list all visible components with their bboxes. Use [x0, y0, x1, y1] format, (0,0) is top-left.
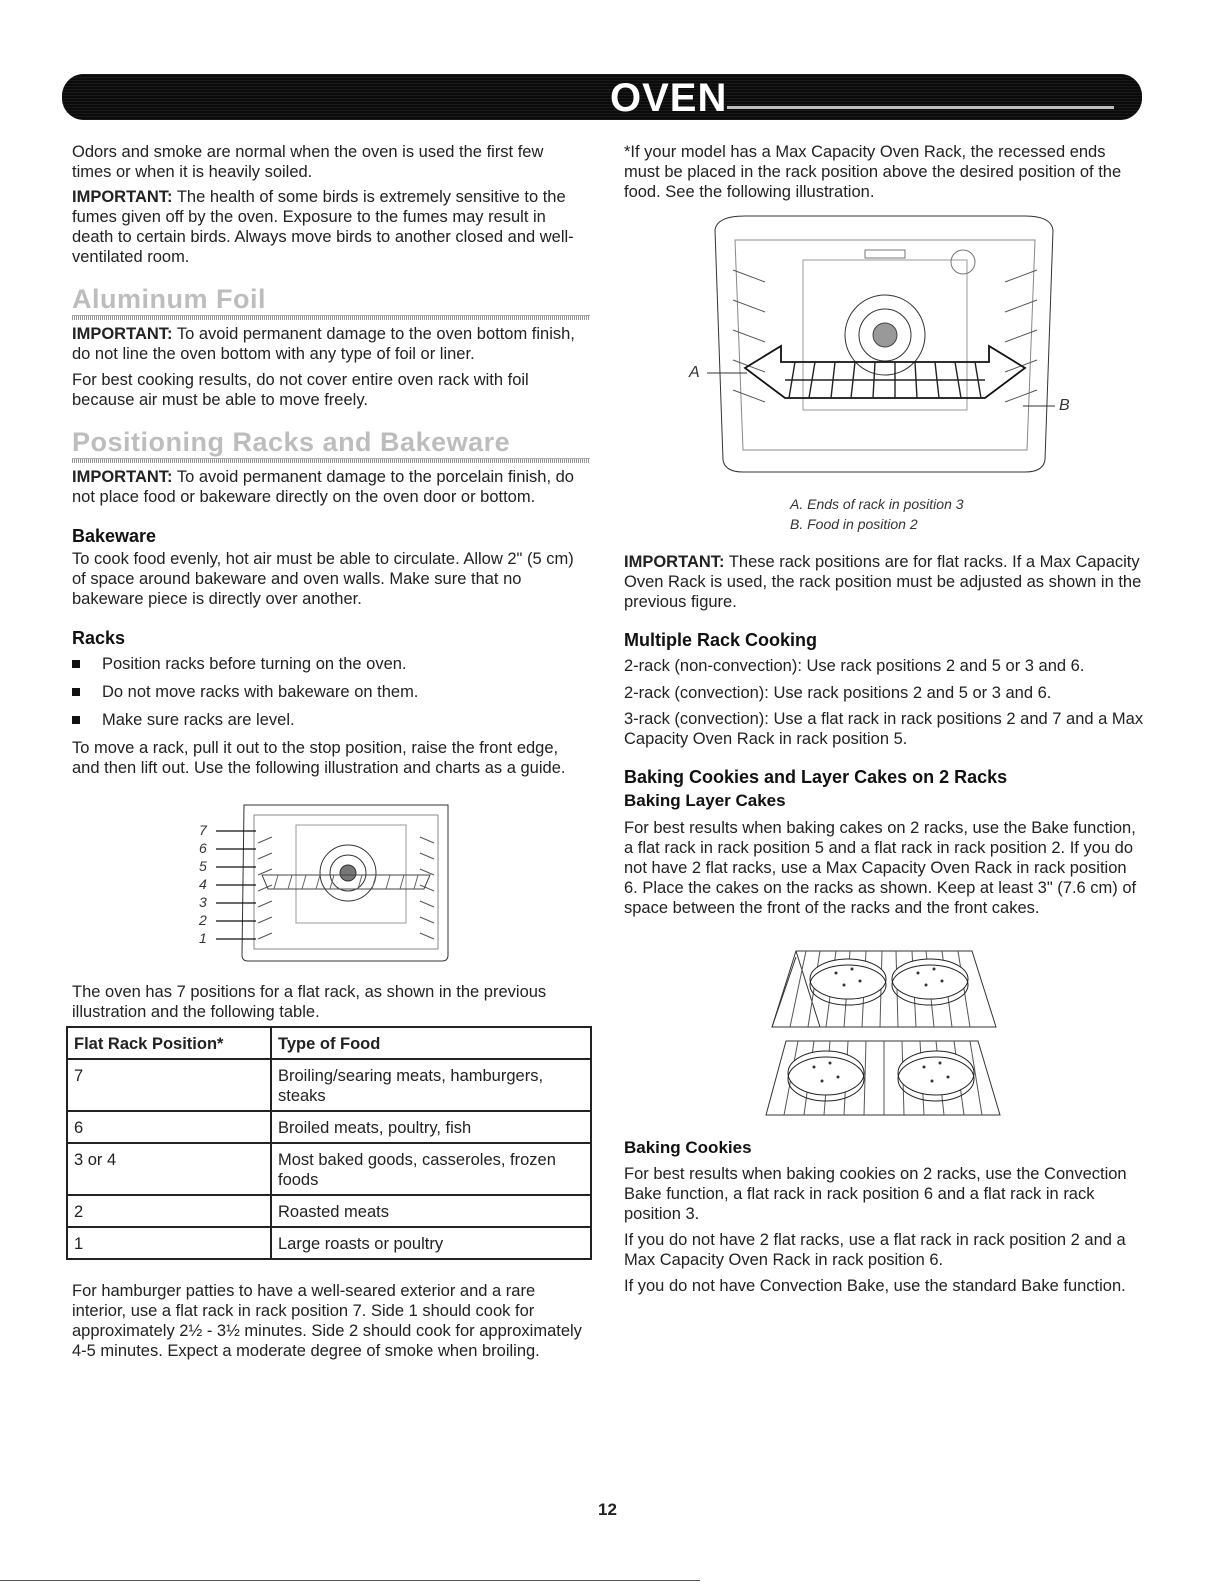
layer-cakes-title: Baking Layer Cakes — [624, 791, 786, 810]
racks-title: Racks — [72, 628, 126, 648]
racks-text: To move a rack, pull it out to the stop position, raise the front edge, and then lift out. Use the following illustration and charts as a guide. — [72, 739, 566, 777]
table-row — [67, 1111, 591, 1143]
list-item: Make sure racks are level. — [70, 710, 585, 730]
rack-label-2: 2 — [199, 912, 207, 928]
cookies-cakes-title: Baking Cookies and Layer Cakes on 2 Racks — [624, 767, 1008, 787]
important-birds: IMPORTANT: The health of some birds is extremely sensitive to the fumes given off by the oven. Exposure to the fumes may result in death to certain birds. Always move birds to another closed and well-ventilated room. — [72, 188, 574, 266]
hamburger-text: For hamburger patties to have a well-seared exterior and a rare interior, use a flat rack in rack position 7. Side 1 should cook for approximately 2½ - 3½ minutes. Side 2 should cook for approximately 4-5 minutes. Expect a moderate degree of smoke when broiling. — [72, 1282, 582, 1360]
multiple-rack-line: 2-rack (non-convection): Use rack positions 2 and 5 or 3 and 6. — [624, 657, 1085, 675]
multiple-rack-title: Multiple Rack Cooking — [624, 630, 818, 650]
rack-label-5: 5 — [199, 858, 207, 874]
table-header: Type of Food — [271, 1027, 591, 1059]
oven-rack-positions-illustration — [196, 803, 456, 973]
positions-text: The oven has 7 positions for a flat rack, as shown in the previous illustration and the following table. — [72, 983, 547, 1021]
table-cell: 1 — [67, 1227, 271, 1259]
rack-label-1: 1 — [199, 930, 207, 946]
table-cell: Most baked goods, casseroles, frozen foods — [271, 1143, 591, 1195]
bakeware-title: Bakeware — [72, 526, 157, 546]
aluminum-text: For best cooking results, do not cover entire oven rack with foil because air must be able to move freely. — [72, 371, 529, 409]
header-banner — [62, 74, 1142, 120]
racks-bullets — [70, 654, 585, 738]
figure-caption-b: B. Food in position 2 — [790, 516, 918, 532]
cookies-text-1: For best results when baking cookies on 2 racks, use the Convection Bake function, a flat rack in rack position 6 and a flat rack in rack position 3. — [624, 1165, 1127, 1223]
figure-caption-a: A. Ends of rack in position 3 — [790, 496, 964, 512]
max-capacity-rack-illustration — [685, 210, 1095, 485]
table-cell: 2 — [67, 1195, 271, 1227]
table-cell: 7 — [67, 1059, 271, 1111]
aluminum-foil-title: Aluminum Foil — [72, 284, 266, 314]
table-cell: 3 or 4 — [67, 1143, 271, 1195]
list-item: Do not move racks with bakeware on them. — [70, 682, 585, 702]
section-rule — [72, 458, 590, 463]
section-rule — [72, 315, 590, 320]
cake-racks-illustration — [760, 945, 1005, 1125]
list-item: Position racks before turning on the oven. — [70, 654, 585, 674]
page-number: 12 — [598, 1500, 617, 1519]
table-row — [67, 1227, 591, 1259]
table-cell: Broiling/searing meats, hamburgers, steaks — [271, 1059, 591, 1111]
table-cell: Large roasts or poultry — [271, 1227, 591, 1259]
table-cell: Broiled meats, poultry, fish — [271, 1111, 591, 1143]
rack-label-3: 3 — [199, 894, 207, 910]
intro-text: Odors and smoke are normal when the oven is used the first few times or when it is heavily soiled. — [72, 143, 544, 181]
table-cell: 6 — [67, 1111, 271, 1143]
rack-label-6: 6 — [199, 840, 207, 856]
important-flat-racks: IMPORTANT: These rack positions are for flat racks. If a Max Capacity Oven Rack is used, the rack position must be adjusted as shown in the previous figure. — [624, 553, 1142, 611]
multiple-rack-line: 2-rack (convection): Use rack positions 2 and 5 or 3 and 6. — [624, 684, 1052, 702]
table-header: Flat Rack Position* — [67, 1027, 271, 1059]
footer-rule — [0, 1580, 700, 1581]
rack-position-table — [66, 1026, 592, 1260]
max-capacity-note: *If your model has a Max Capacity Oven Rack, the recessed ends must be placed in the rack position above the desired position of the food. See the following illustration. — [624, 143, 1122, 201]
multiple-rack-line: 3-rack (convection): Use a flat rack in rack positions 2 and 7 and a Max Capacity Oven Rack in rack position 5. — [624, 710, 1144, 748]
layer-cakes-text: For best results when baking cakes on 2 racks, use the Bake function, a flat rack in rack position 5 and a flat rack in rack position 2. If you do not have 2 flat racks, use a Max Capacity Oven Rack in rack position 6. Place the cakes on the racks as shown. Keep at least 3" (7.6 cm) of space between the front of the racks and the front cakes. — [624, 819, 1137, 917]
aluminum-important: IMPORTANT: To avoid permanent damage to the oven bottom finish, do not line the oven bottom with any type of foil or liner. — [72, 325, 575, 363]
figure-label-a: A — [689, 364, 700, 381]
cookies-text-3: If you do not have Convection Bake, use the standard Bake function. — [624, 1277, 1126, 1295]
figure-label-b: B — [1059, 397, 1070, 414]
baking-cookies-title: Baking Cookies — [624, 1138, 752, 1157]
bakeware-text: To cook food evenly, hot air must be able to circulate. Allow 2" (5 cm) of space around bakeware and oven walls. Make sure that no bakeware piece is directly over another. — [72, 550, 574, 608]
table-cell: Roasted meats — [271, 1195, 591, 1227]
rack-label-4: 4 — [199, 876, 207, 892]
table-row — [67, 1195, 591, 1227]
positioning-title: Positioning Racks and Bakeware — [72, 427, 511, 457]
table-row — [67, 1143, 591, 1195]
cookies-text-2: If you do not have 2 flat racks, use a flat rack in rack position 2 and a Max Capacity Oven Rack in rack position 6. — [624, 1231, 1126, 1269]
rack-label-7: 7 — [199, 822, 207, 838]
positioning-important: IMPORTANT: To avoid permanent damage to the porcelain finish, do not place food or bakeware directly on the oven door or bottom. — [72, 468, 574, 506]
page-title: OVEN — [610, 76, 728, 120]
table-row — [67, 1059, 591, 1111]
